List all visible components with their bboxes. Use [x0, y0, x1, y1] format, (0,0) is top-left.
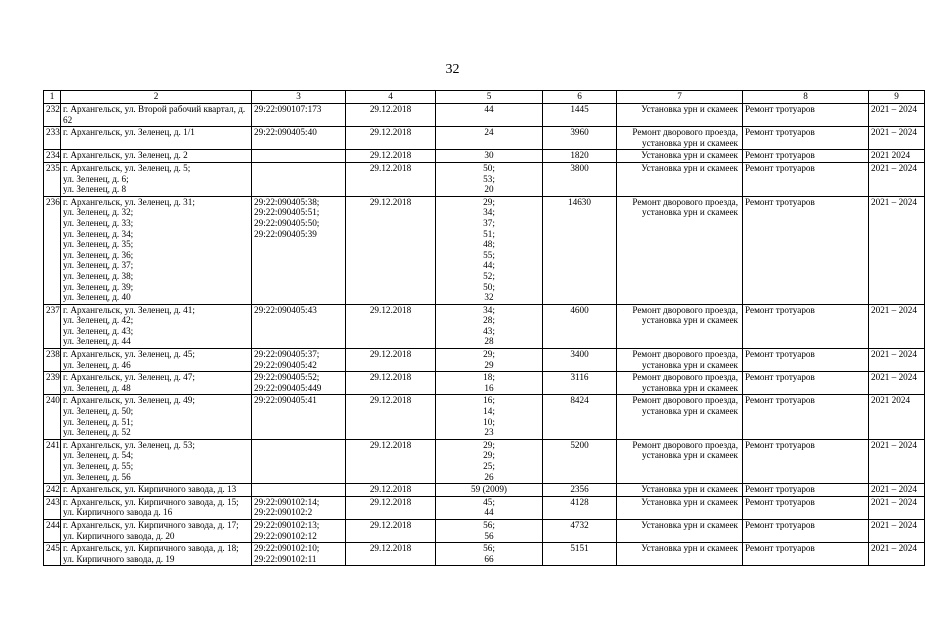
date-cell: 29.12.2018: [346, 349, 436, 372]
total-area-cell: 3800: [543, 162, 617, 196]
row-number: 244: [44, 519, 61, 542]
date-cell: 29.12.2018: [346, 127, 436, 150]
period-cell: 2021 – 2024: [869, 127, 925, 150]
header-cell: 1: [44, 91, 61, 104]
header-cell: 5: [436, 91, 543, 104]
total-area-cell: 4128: [543, 496, 617, 519]
date-cell: 29.12.2018: [346, 543, 436, 566]
total-area-cell: 3400: [543, 349, 617, 372]
works-cell: Ремонт дворового проезда, установка урн и скамеек: [617, 196, 743, 304]
area-cell: 30: [436, 150, 543, 163]
area-cell: 29; 29; 25; 26: [436, 439, 543, 483]
address-cell: г. Архангельск, ул. Зеленец, д. 5; ул. Зеленец, д. 6; ул. Зеленец, д. 8: [61, 162, 252, 196]
area-cell: 24: [436, 127, 543, 150]
total-area-cell: 14630: [543, 196, 617, 304]
header-row: [44, 91, 925, 104]
address-cell: г. Архангельск, ул. Кирпичного завода, д. 18; ул. Кирпичного завода, д. 19: [61, 543, 252, 566]
address-cell: г. Архангельск, ул. Кирпичного завода, д. 15; ул. Кирпичного завода д. 16: [61, 496, 252, 519]
additional-works-cell: Ремонт тротуаров: [743, 439, 869, 483]
additional-works-cell: Ремонт тротуаров: [743, 496, 869, 519]
period-cell: 2021 – 2024: [869, 349, 925, 372]
table-row: [44, 349, 925, 372]
row-number: 242: [44, 484, 61, 497]
date-cell: 29.12.2018: [346, 484, 436, 497]
header-cell: 7: [617, 91, 743, 104]
cadastral-number-cell: 29:22:090405:37; 29:22:090405:42: [252, 349, 346, 372]
date-cell: 29.12.2018: [346, 439, 436, 483]
address-cell: г. Архангельск, ул. Зеленец, д. 45; ул. Зеленец, д. 46: [61, 349, 252, 372]
cadastral-number-cell: 29:22:090405:40: [252, 127, 346, 150]
works-cell: Ремонт дворового проезда, установка урн и скамеек: [617, 395, 743, 439]
total-area-cell: 3960: [543, 127, 617, 150]
table-row: [44, 543, 925, 566]
date-cell: 29.12.2018: [346, 162, 436, 196]
area-cell: 56; 56: [436, 519, 543, 542]
additional-works-cell: Ремонт тротуаров: [743, 150, 869, 163]
area-cell: 45; 44: [436, 496, 543, 519]
row-number: 238: [44, 349, 61, 372]
total-area-cell: 4600: [543, 304, 617, 348]
address-cell: г. Архангельск, ул. Зеленец, д. 1/1: [61, 127, 252, 150]
works-cell: Установка урн и скамеек: [617, 519, 743, 542]
table-row: [44, 196, 925, 304]
row-number: 241: [44, 439, 61, 483]
additional-works-cell: Ремонт тротуаров: [743, 104, 869, 127]
period-cell: 2021 – 2024: [869, 484, 925, 497]
period-cell: 2021 – 2024: [869, 372, 925, 395]
date-cell: 29.12.2018: [346, 304, 436, 348]
additional-works-cell: Ремонт тротуаров: [743, 304, 869, 348]
cadastral-number-cell: 29:22:090405:41: [252, 395, 346, 439]
works-cell: Установка урн и скамеек: [617, 496, 743, 519]
header-cell: 4: [346, 91, 436, 104]
address-cell: г. Архангельск, ул. Кирпичного завода, д. 17; ул. Кирпичного завода, д. 20: [61, 519, 252, 542]
row-number: 236: [44, 196, 61, 304]
table-row: [44, 395, 925, 439]
date-cell: 29.12.2018: [346, 496, 436, 519]
total-area-cell: 5151: [543, 543, 617, 566]
area-cell: 56; 66: [436, 543, 543, 566]
page-number: 32: [445, 62, 460, 77]
additional-works-cell: Ремонт тротуаров: [743, 519, 869, 542]
works-cell: Ремонт дворового проезда, установка урн и скамеек: [617, 372, 743, 395]
cadastral-number-cell: 29:22:090102:14; 29:22:090102:2: [252, 496, 346, 519]
row-number: 243: [44, 496, 61, 519]
area-cell: 50; 53; 20: [436, 162, 543, 196]
address-cell: г. Архангельск, ул. Зеленец, д. 47; ул. Зеленец, д. 48: [61, 372, 252, 395]
works-cell: Установка урн и скамеек: [617, 484, 743, 497]
period-cell: 2021 – 2024: [869, 543, 925, 566]
cadastral-number-cell: 29:22:090405:38; 29:22:090405:51; 29:22:090405:50; 29:22:090405:39: [252, 196, 346, 304]
date-cell: 29.12.2018: [346, 150, 436, 163]
additional-works-cell: Ремонт тротуаров: [743, 127, 869, 150]
additional-works-cell: Ремонт тротуаров: [743, 395, 869, 439]
row-number: 237: [44, 304, 61, 348]
area-cell: 18; 16: [436, 372, 543, 395]
address-cell: г. Архангельск, ул. Кирпичного завода, д. 13: [61, 484, 252, 497]
cadastral-number-cell: 29:22:090405:43: [252, 304, 346, 348]
works-cell: Установка урн и скамеек: [617, 104, 743, 127]
works-cell: Ремонт дворового проезда, установка урн и скамеек: [617, 127, 743, 150]
row-number: 233: [44, 127, 61, 150]
works-cell: Установка урн и скамеек: [617, 162, 743, 196]
date-cell: 29.12.2018: [346, 196, 436, 304]
additional-works-cell: Ремонт тротуаров: [743, 484, 869, 497]
header-cell: 3: [252, 91, 346, 104]
additional-works-cell: Ремонт тротуаров: [743, 543, 869, 566]
row-number: 239: [44, 372, 61, 395]
table-row: [44, 104, 925, 127]
row-number: 240: [44, 395, 61, 439]
period-cell: 2021 – 2024: [869, 104, 925, 127]
period-cell: 2021 2024: [869, 150, 925, 163]
cadastral-number-cell: 29:22:090405:52; 29:22:090405:449: [252, 372, 346, 395]
cadastral-number-cell: 29:22:090107:173: [252, 104, 346, 127]
additional-works-cell: Ремонт тротуаров: [743, 196, 869, 304]
cadastral-number-cell: [252, 150, 346, 163]
period-cell: 2021 – 2024: [869, 439, 925, 483]
area-cell: 29; 34; 37; 51; 48; 55; 44; 52; 50; 32: [436, 196, 543, 304]
table-row: [44, 150, 925, 163]
cadastral-number-cell: [252, 484, 346, 497]
total-area-cell: 8424: [543, 395, 617, 439]
date-cell: 29.12.2018: [346, 519, 436, 542]
period-cell: 2021 – 2024: [869, 304, 925, 348]
total-area-cell: 5200: [543, 439, 617, 483]
total-area-cell: 1445: [543, 104, 617, 127]
row-number: 245: [44, 543, 61, 566]
works-cell: Ремонт дворового проезда, установка урн и скамеек: [617, 304, 743, 348]
header-cell: 9: [869, 91, 925, 104]
address-cell: г. Архангельск, ул. Зеленец, д. 2: [61, 150, 252, 163]
table-row: [44, 439, 925, 483]
area-cell: 34; 28; 43; 28: [436, 304, 543, 348]
additional-works-cell: Ремонт тротуаров: [743, 349, 869, 372]
table-row: [44, 304, 925, 348]
address-cell: г. Архангельск, ул. Зеленец, д. 31; ул. Зеленец, д. 32; ул. Зеленец, д. 33; ул. Зеленец, д. 34; ул. Зеленец, д. 35; ул. Зеленец, д. 36; ул. Зеленец, д. 37; ул. Зеленец, д. 38; ул. Зеленец, д. 39; ул. Зеленец, д. 40: [61, 196, 252, 304]
date-cell: 29.12.2018: [346, 395, 436, 439]
works-cell: Установка урн и скамеек: [617, 543, 743, 566]
row-number: 232: [44, 104, 61, 127]
table-row: [44, 496, 925, 519]
table-row: [44, 162, 925, 196]
period-cell: 2021 – 2024: [869, 496, 925, 519]
header-cell: 8: [743, 91, 869, 104]
area-cell: 59 (2009): [436, 484, 543, 497]
address-cell: г. Архангельск, ул. Зеленец, д. 49; ул. Зеленец, д. 50; ул. Зеленец, д. 51; ул. Зеленец, д. 52: [61, 395, 252, 439]
additional-works-cell: Ремонт тротуаров: [743, 372, 869, 395]
works-cell: Установка урн и скамеек: [617, 150, 743, 163]
data-table: [43, 90, 925, 566]
works-cell: Ремонт дворового проезда, установка урн и скамеек: [617, 439, 743, 483]
row-number: 235: [44, 162, 61, 196]
date-cell: 29.12.2018: [346, 104, 436, 127]
row-number: 234: [44, 150, 61, 163]
works-cell: Ремонт дворового проезда, установка урн и скамеек: [617, 349, 743, 372]
period-cell: 2021 2024: [869, 395, 925, 439]
total-area-cell: 3116: [543, 372, 617, 395]
additional-works-cell: Ремонт тротуаров: [743, 162, 869, 196]
area-cell: 29; 29: [436, 349, 543, 372]
total-area-cell: 4732: [543, 519, 617, 542]
total-area-cell: 2356: [543, 484, 617, 497]
address-cell: г. Архангельск, ул. Второй рабочий квартал, д. 62: [61, 104, 252, 127]
table-row: [44, 372, 925, 395]
cadastral-number-cell: [252, 439, 346, 483]
cadastral-number-cell: [252, 162, 346, 196]
cadastral-number-cell: 29:22:090102:13; 29:22:090102:12: [252, 519, 346, 542]
area-cell: 44: [436, 104, 543, 127]
period-cell: 2021 – 2024: [869, 519, 925, 542]
area-cell: 16; 14; 10; 23: [436, 395, 543, 439]
table-row: [44, 519, 925, 542]
address-cell: г. Архангельск, ул. Зеленец, д. 41; ул. Зеленец, д. 42; ул. Зеленец, д. 43; ул. Зеленец, д. 44: [61, 304, 252, 348]
cadastral-number-cell: 29:22:090102:10; 29:22:090102:11: [252, 543, 346, 566]
period-cell: 2021 – 2024: [869, 162, 925, 196]
table-row: [44, 127, 925, 150]
table-row: [44, 484, 925, 497]
address-cell: г. Архангельск, ул. Зеленец, д. 53; ул. Зеленец, д. 54; ул. Зеленец, д. 55; ул. Зеленец, д. 56: [61, 439, 252, 483]
total-area-cell: 1820: [543, 150, 617, 163]
date-cell: 29.12.2018: [346, 372, 436, 395]
period-cell: 2021 – 2024: [869, 196, 925, 304]
header-cell: 6: [543, 91, 617, 104]
header-cell: 2: [61, 91, 252, 104]
